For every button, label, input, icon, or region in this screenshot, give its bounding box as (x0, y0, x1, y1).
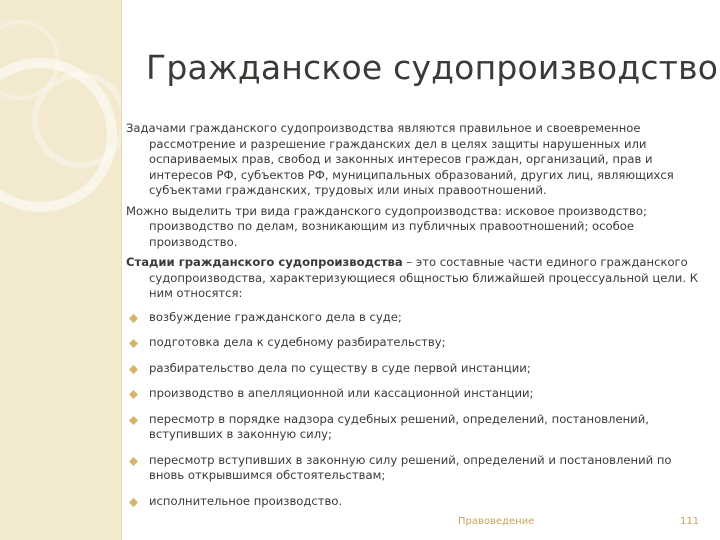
list-item (126, 361, 698, 377)
page-number: 111 (680, 516, 700, 527)
decorative-sidebar (0, 0, 122, 540)
diamond-bullet-icon (129, 339, 138, 348)
paragraph-tasks (126, 121, 698, 199)
diamond-bullet-icon (129, 365, 138, 374)
paragraph-stages (126, 255, 698, 302)
diamond-bullet-icon (129, 457, 138, 466)
diamond-bullet-icon (129, 498, 138, 507)
list-item-text: пересмотр вступивших в законную силу решений, определений и постановлений по вновь открывшимся обстоятельствам; (149, 452, 672, 482)
stages-list (126, 310, 698, 510)
list-item (126, 310, 698, 326)
list-item (126, 494, 698, 510)
list-item (126, 386, 698, 402)
footer-label: Правоведение (458, 516, 535, 527)
list-item (126, 335, 698, 351)
paragraph-types (126, 204, 698, 251)
list-item-text: разбирательство дела по существу в суде первой инстанции; (149, 360, 531, 375)
circles-decoration-icon (0, 0, 121, 540)
list-item (126, 412, 698, 443)
diamond-bullet-icon (129, 390, 138, 399)
slide-title: Гражданское судопроизводство (146, 48, 719, 87)
paragraph-text: Задачами гражданского судопроизводства являются правильное и своевременное рассмотрение и разрешение гражданских дел в целях защиты нарушенных или оспариваемых прав, свобод и законных интересов граждан, организаций, прав и интересов РФ, субъектов РФ, муниципальных образований, других лиц, являющихся субъектами гражданских, трудовых или иных правоотношений. (126, 121, 674, 197)
list-item-text: подготовка дела к судебному разбирательству; (149, 335, 446, 349)
diamond-bullet-icon (129, 314, 138, 323)
list-item-text: возбуждение гражданского дела в суде; (149, 309, 402, 324)
list-item-text: исполнительное производство. (149, 493, 343, 508)
paragraph-text: Можно выделить три вида гражданского судопроизводства: исковое производство; производство по делам, возникающим из публичных правоотношений; особое производство. (126, 203, 647, 249)
list-item-text: производство в апелляционной или кассационной инстанции; (149, 386, 534, 400)
slide-body (126, 121, 698, 509)
paragraph-bold-term: Стадии гражданского судопроизводства (126, 255, 403, 269)
list-item (126, 453, 698, 484)
diamond-bullet-icon (129, 416, 138, 425)
paragraph-text: – это составные части единого гражданского судопроизводства, характеризующиеся общностью ближайшей процессуальной цели. К ним относятся: (149, 255, 698, 300)
list-item-text: пересмотр в порядке надзора судебных решений, определений, постановлений, вступивших в законную силу; (149, 411, 649, 441)
